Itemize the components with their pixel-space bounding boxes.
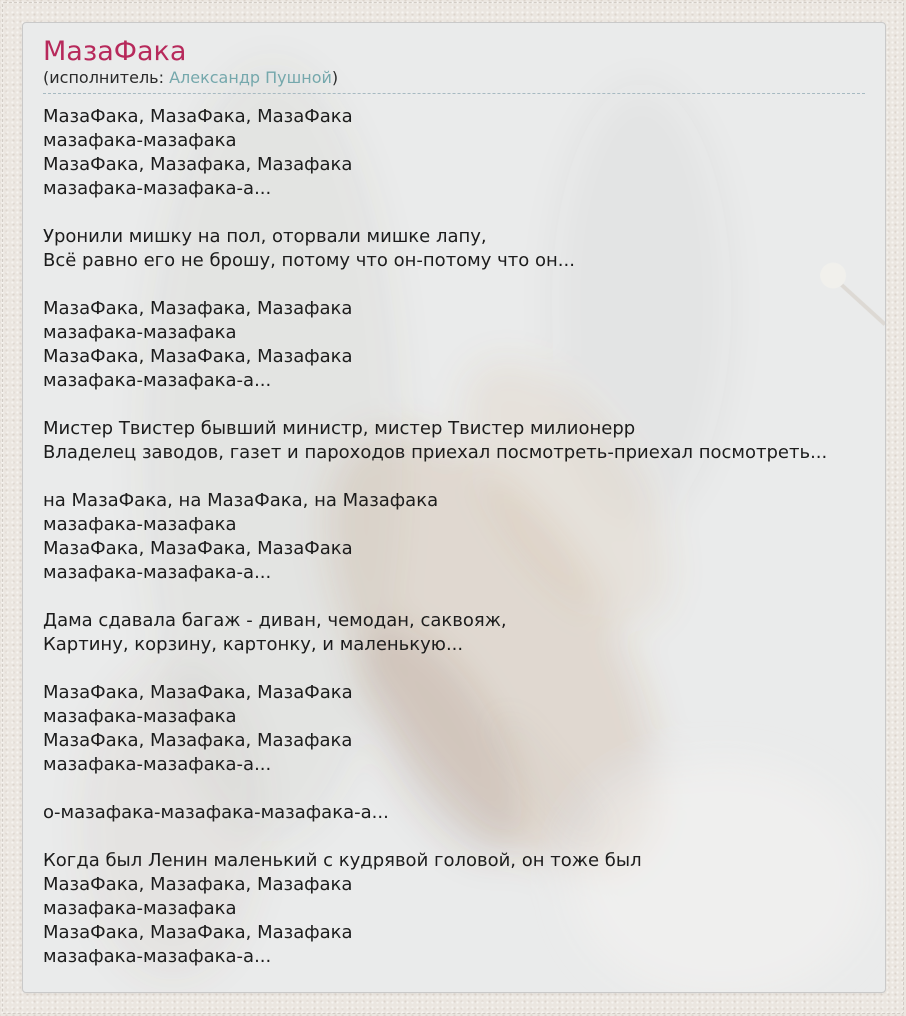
- lyrics-line: МазаФака, Мазафака, Мазафака: [43, 730, 353, 751]
- performer-suffix: ): [331, 68, 339, 87]
- lyrics-line: МазаФака, Мазафака, Мазафака: [43, 154, 353, 175]
- lyrics-line: МазаФака, МазаФака, Мазафака: [43, 922, 353, 943]
- performer-link[interactable]: Александр Пушной: [169, 68, 332, 87]
- lyrics-line: мазафака-мазафака: [43, 898, 237, 919]
- lyrics-line: МазаФака, Мазафака, Мазафака: [43, 874, 353, 895]
- lyrics-line: мазафака-мазафака-а...: [43, 178, 272, 199]
- lyrics-line: Когда был Ленин маленький с кудрявой головой, он тоже был: [43, 850, 642, 871]
- lyrics-line: мазафака-мазафака-а...: [43, 754, 272, 775]
- lyrics-stanza: [43, 849, 865, 969]
- lyrics-line: МазаФака, МазаФака, МазаФака: [43, 682, 353, 703]
- lyrics-line: МазаФака, Мазафака, Мазафака: [43, 298, 353, 319]
- performer-prefix: (исполнитель:: [43, 68, 170, 87]
- lyrics-line: мазафака-мазафака: [43, 322, 237, 343]
- performer-line: [43, 68, 865, 88]
- lyrics-stanza: [43, 489, 865, 585]
- panel-content: [23, 23, 885, 969]
- lyrics-line: МазаФака, МазаФака, МазаФака: [43, 538, 353, 559]
- lyrics-line: о-мазафака-мазафака-мазафака-а...: [43, 802, 389, 823]
- lyrics-stanza: [43, 609, 865, 657]
- lyrics-stanza: [43, 801, 865, 825]
- lyrics-stanza: [43, 105, 865, 201]
- lyrics-line: Картину, корзину, картонку, и маленькую...: [43, 634, 464, 655]
- lyrics-line: мазафака-мазафака: [43, 514, 237, 535]
- lyrics-line: Владелец заводов, газет и пароходов приехал посмотреть-приехал посмотреть...: [43, 442, 828, 463]
- lyrics-line: Уронили мишку на пол, оторвали мишке лапу,: [43, 226, 487, 247]
- song-header: [43, 35, 865, 94]
- lyrics-panel: [22, 22, 886, 993]
- lyrics-line: МазаФака, МазаФака, МазаФака: [43, 106, 353, 127]
- lyrics-line: Всё равно его не брошу, потому что он-потому что он...: [43, 250, 575, 271]
- lyrics-stanza: [43, 681, 865, 777]
- lyrics-line: мазафака-мазафака: [43, 706, 237, 727]
- lyrics-line: МазаФака, МазаФака, Мазафака: [43, 346, 353, 367]
- song-title: МазаФака: [43, 36, 187, 67]
- lyrics-stanza: [43, 297, 865, 393]
- lyrics-line: мазафака-мазафака-а...: [43, 562, 272, 583]
- lyrics-line: мазафака-мазафака-а...: [43, 370, 272, 391]
- lyrics-line: мазафака-мазафака: [43, 130, 237, 151]
- lyrics-line: мазафака-мазафака-а...: [43, 946, 272, 967]
- lyrics-text: [43, 94, 865, 969]
- lyrics-line: на МазаФака, на МазаФака, на Мазафака: [43, 490, 439, 511]
- lyrics-line: Мистер Твистер бывший министр, мистер Твистер милионерр: [43, 418, 636, 439]
- lyrics-stanza: [43, 417, 865, 465]
- lyrics-stanza: [43, 225, 865, 273]
- lyrics-line: Дама сдавала багаж - диван, чемодан, саквояж,: [43, 610, 507, 631]
